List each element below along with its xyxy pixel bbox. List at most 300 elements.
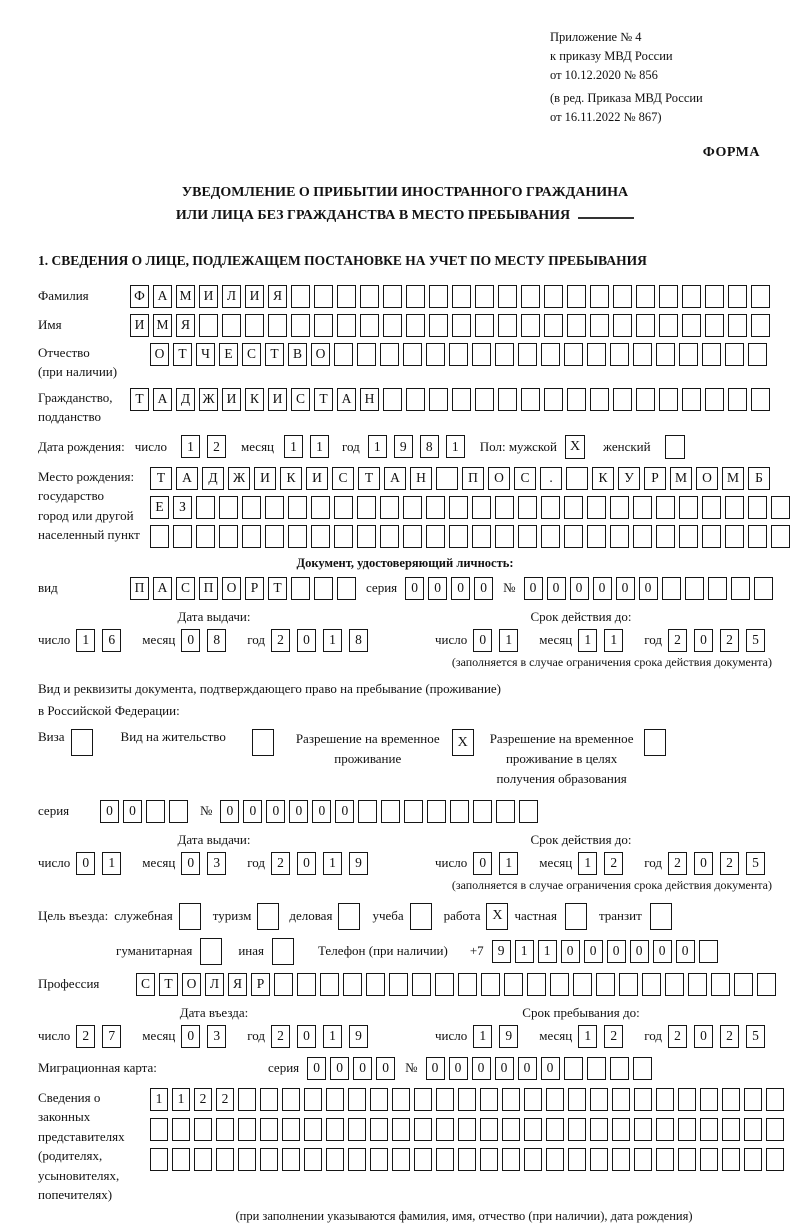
char-cell[interactable]: 9	[499, 1025, 518, 1048]
char-cell[interactable]	[436, 467, 458, 490]
char-cell[interactable]	[656, 496, 675, 519]
char-cell[interactable]: 1	[150, 1088, 168, 1111]
char-cell[interactable]	[406, 285, 425, 308]
char-cell[interactable]: С	[514, 467, 536, 490]
char-cell[interactable]	[633, 525, 652, 548]
char-cell[interactable]: С	[242, 343, 261, 366]
char-cell[interactable]	[678, 1148, 696, 1171]
char-cell[interactable]	[414, 1088, 432, 1111]
char-cell[interactable]: 2	[216, 1088, 234, 1111]
char-cell[interactable]	[392, 1118, 410, 1141]
char-cell[interactable]: 2	[271, 629, 290, 652]
char-cell[interactable]: 2	[668, 629, 687, 652]
char-cell[interactable]	[636, 285, 655, 308]
char-cell[interactable]: 0	[76, 852, 95, 875]
purpose-other-checkbox[interactable]	[272, 938, 294, 965]
char-cell[interactable]	[518, 343, 537, 366]
char-cell[interactable]	[521, 388, 540, 411]
char-cell[interactable]	[633, 1057, 652, 1080]
char-cell[interactable]	[389, 973, 408, 996]
char-cell[interactable]	[449, 525, 468, 548]
purpose-commercial-checkbox[interactable]	[338, 903, 360, 930]
char-cell[interactable]: Я	[176, 314, 195, 337]
char-cell[interactable]: 0	[181, 1025, 200, 1048]
char-cell[interactable]	[656, 343, 675, 366]
char-cell[interactable]	[610, 1057, 629, 1080]
char-cell[interactable]	[656, 1088, 674, 1111]
char-cell[interactable]	[475, 285, 494, 308]
char-cell[interactable]: 0	[297, 1025, 316, 1048]
char-cell[interactable]	[541, 525, 560, 548]
char-cell[interactable]	[546, 1148, 564, 1171]
char-cell[interactable]	[311, 525, 330, 548]
char-cell[interactable]	[634, 1118, 652, 1141]
char-cell[interactable]	[771, 525, 790, 548]
char-cell[interactable]	[725, 343, 744, 366]
char-cell[interactable]	[268, 314, 287, 337]
char-cell[interactable]	[590, 285, 609, 308]
char-cell[interactable]	[546, 1088, 564, 1111]
char-cell[interactable]	[613, 388, 632, 411]
char-cell[interactable]	[458, 1088, 476, 1111]
char-cell[interactable]	[544, 314, 563, 337]
char-cell[interactable]	[699, 940, 718, 963]
char-cell[interactable]: И	[245, 285, 264, 308]
char-cell[interactable]	[679, 525, 698, 548]
char-cell[interactable]: П	[130, 577, 149, 600]
char-cell[interactable]	[343, 973, 362, 996]
char-cell[interactable]	[659, 314, 678, 337]
char-cell[interactable]: 0	[289, 800, 308, 823]
char-cell[interactable]	[392, 1148, 410, 1171]
char-cell[interactable]	[449, 496, 468, 519]
char-cell[interactable]	[744, 1088, 762, 1111]
char-cell[interactable]	[337, 314, 356, 337]
char-cell[interactable]	[705, 314, 724, 337]
char-cell[interactable]	[320, 973, 339, 996]
char-cell[interactable]	[495, 525, 514, 548]
char-cell[interactable]	[751, 388, 770, 411]
char-cell[interactable]	[496, 800, 515, 823]
char-cell[interactable]	[502, 1118, 520, 1141]
char-cell[interactable]	[472, 343, 491, 366]
char-cell[interactable]	[700, 1088, 718, 1111]
char-cell[interactable]: 1	[310, 435, 329, 458]
char-cell[interactable]	[357, 496, 376, 519]
char-cell[interactable]	[573, 973, 592, 996]
char-cell[interactable]: Т	[150, 467, 172, 490]
char-cell[interactable]	[744, 1118, 762, 1141]
char-cell[interactable]: 2	[271, 1025, 290, 1048]
char-cell[interactable]: 0	[297, 629, 316, 652]
char-cell[interactable]	[700, 1148, 718, 1171]
char-cell[interactable]: Д	[176, 388, 195, 411]
char-cell[interactable]	[426, 525, 445, 548]
char-cell[interactable]: Ч	[196, 343, 215, 366]
char-cell[interactable]	[682, 314, 701, 337]
char-cell[interactable]: 3	[207, 1025, 226, 1048]
char-cell[interactable]: 2	[604, 1025, 623, 1048]
char-cell[interactable]: 1	[181, 435, 200, 458]
char-cell[interactable]	[613, 285, 632, 308]
char-cell[interactable]	[314, 314, 333, 337]
char-cell[interactable]	[728, 285, 747, 308]
char-cell[interactable]	[568, 1118, 586, 1141]
char-cell[interactable]: 0	[181, 852, 200, 875]
purpose-business-checkbox[interactable]	[179, 903, 201, 930]
char-cell[interactable]	[337, 285, 356, 308]
char-cell[interactable]: К	[245, 388, 264, 411]
char-cell[interactable]	[219, 525, 238, 548]
char-cell[interactable]: Т	[314, 388, 333, 411]
char-cell[interactable]: И	[130, 314, 149, 337]
char-cell[interactable]	[238, 1118, 256, 1141]
char-cell[interactable]	[656, 525, 675, 548]
char-cell[interactable]	[633, 496, 652, 519]
sex-female-checkbox[interactable]	[665, 435, 685, 459]
char-cell[interactable]	[728, 314, 747, 337]
char-cell[interactable]: О	[150, 343, 169, 366]
char-cell[interactable]: М	[670, 467, 692, 490]
char-cell[interactable]	[568, 1148, 586, 1171]
char-cell[interactable]	[682, 388, 701, 411]
char-cell[interactable]	[567, 388, 586, 411]
char-cell[interactable]	[612, 1088, 630, 1111]
char-cell[interactable]	[702, 525, 721, 548]
char-cell[interactable]	[199, 314, 218, 337]
char-cell[interactable]	[502, 1148, 520, 1171]
char-cell[interactable]	[708, 577, 727, 600]
char-cell[interactable]	[450, 800, 469, 823]
char-cell[interactable]: 0	[297, 852, 316, 875]
char-cell[interactable]: 0	[123, 800, 142, 823]
char-cell[interactable]	[544, 388, 563, 411]
char-cell[interactable]: 2	[720, 1025, 739, 1048]
char-cell[interactable]	[196, 496, 215, 519]
char-cell[interactable]: 0	[593, 577, 612, 600]
char-cell[interactable]: З	[173, 496, 192, 519]
char-cell[interactable]	[436, 1148, 454, 1171]
char-cell[interactable]	[216, 1148, 234, 1171]
visa-checkbox[interactable]	[71, 729, 93, 756]
char-cell[interactable]: 0	[653, 940, 672, 963]
char-cell[interactable]	[291, 314, 310, 337]
char-cell[interactable]: К	[280, 467, 302, 490]
char-cell[interactable]: 0	[353, 1057, 372, 1080]
char-cell[interactable]	[587, 343, 606, 366]
char-cell[interactable]: 1	[323, 1025, 342, 1048]
char-cell[interactable]	[288, 496, 307, 519]
char-cell[interactable]	[196, 525, 215, 548]
char-cell[interactable]: 1	[76, 629, 95, 652]
char-cell[interactable]: Т	[358, 467, 380, 490]
char-cell[interactable]	[150, 1118, 168, 1141]
char-cell[interactable]	[326, 1148, 344, 1171]
char-cell[interactable]	[590, 1088, 608, 1111]
char-cell[interactable]: 0	[405, 577, 424, 600]
char-cell[interactable]	[169, 800, 188, 823]
char-cell[interactable]: 1	[172, 1088, 190, 1111]
char-cell[interactable]	[348, 1088, 366, 1111]
char-cell[interactable]	[682, 285, 701, 308]
char-cell[interactable]: 1	[499, 629, 518, 652]
char-cell[interactable]: 0	[524, 577, 543, 600]
char-cell[interactable]: 0	[495, 1057, 514, 1080]
char-cell[interactable]: 8	[349, 629, 368, 652]
char-cell[interactable]	[656, 1118, 674, 1141]
char-cell[interactable]: С	[176, 577, 195, 600]
char-cell[interactable]	[685, 577, 704, 600]
char-cell[interactable]	[688, 973, 707, 996]
char-cell[interactable]	[567, 285, 586, 308]
char-cell[interactable]: С	[291, 388, 310, 411]
char-cell[interactable]	[291, 577, 310, 600]
char-cell[interactable]	[403, 343, 422, 366]
char-cell[interactable]	[702, 496, 721, 519]
char-cell[interactable]	[403, 496, 422, 519]
char-cell[interactable]	[590, 388, 609, 411]
char-cell[interactable]: 0	[330, 1057, 349, 1080]
char-cell[interactable]	[564, 343, 583, 366]
char-cell[interactable]	[722, 1088, 740, 1111]
char-cell[interactable]: 0	[472, 1057, 491, 1080]
purpose-study-checkbox[interactable]	[410, 903, 432, 930]
char-cell[interactable]	[282, 1118, 300, 1141]
char-cell[interactable]	[334, 343, 353, 366]
char-cell[interactable]	[406, 388, 425, 411]
char-cell[interactable]	[383, 314, 402, 337]
char-cell[interactable]: Т	[173, 343, 192, 366]
char-cell[interactable]	[452, 388, 471, 411]
char-cell[interactable]	[662, 577, 681, 600]
char-cell[interactable]	[636, 388, 655, 411]
char-cell[interactable]: 0	[220, 800, 239, 823]
char-cell[interactable]: Ж	[228, 467, 250, 490]
char-cell[interactable]	[619, 973, 638, 996]
char-cell[interactable]	[360, 314, 379, 337]
char-cell[interactable]	[519, 800, 538, 823]
char-cell[interactable]: 1	[499, 852, 518, 875]
char-cell[interactable]	[146, 800, 165, 823]
char-cell[interactable]	[564, 525, 583, 548]
char-cell[interactable]	[659, 388, 678, 411]
char-cell[interactable]: 0	[541, 1057, 560, 1080]
char-cell[interactable]	[612, 1118, 630, 1141]
char-cell[interactable]	[475, 388, 494, 411]
char-cell[interactable]: 2	[668, 852, 687, 875]
char-cell[interactable]: Е	[150, 496, 169, 519]
char-cell[interactable]	[705, 388, 724, 411]
char-cell[interactable]	[219, 496, 238, 519]
char-cell[interactable]	[172, 1118, 190, 1141]
char-cell[interactable]	[194, 1118, 212, 1141]
char-cell[interactable]	[678, 1118, 696, 1141]
char-cell[interactable]: 0	[547, 577, 566, 600]
char-cell[interactable]: С	[332, 467, 354, 490]
char-cell[interactable]: 0	[307, 1057, 326, 1080]
char-cell[interactable]	[665, 973, 684, 996]
char-cell[interactable]	[656, 1148, 674, 1171]
char-cell[interactable]: К	[592, 467, 614, 490]
char-cell[interactable]: Ж	[199, 388, 218, 411]
char-cell[interactable]	[722, 1118, 740, 1141]
char-cell[interactable]	[260, 1118, 278, 1141]
char-cell[interactable]	[370, 1118, 388, 1141]
char-cell[interactable]	[700, 1118, 718, 1141]
char-cell[interactable]	[481, 973, 500, 996]
char-cell[interactable]: 6	[102, 629, 121, 652]
char-cell[interactable]	[504, 973, 523, 996]
char-cell[interactable]	[751, 314, 770, 337]
char-cell[interactable]	[242, 496, 261, 519]
char-cell[interactable]	[380, 525, 399, 548]
char-cell[interactable]	[751, 285, 770, 308]
char-cell[interactable]: 1	[578, 852, 597, 875]
char-cell[interactable]: Р	[251, 973, 270, 996]
char-cell[interactable]	[406, 314, 425, 337]
char-cell[interactable]: 0	[561, 940, 580, 963]
char-cell[interactable]: Т	[159, 973, 178, 996]
char-cell[interactable]	[383, 285, 402, 308]
purpose-humanitarian-checkbox[interactable]	[200, 938, 222, 965]
char-cell[interactable]: Р	[245, 577, 264, 600]
char-cell[interactable]	[366, 973, 385, 996]
char-cell[interactable]	[473, 800, 492, 823]
char-cell[interactable]	[173, 525, 192, 548]
char-cell[interactable]: 0	[428, 577, 447, 600]
char-cell[interactable]	[722, 1148, 740, 1171]
char-cell[interactable]	[412, 973, 431, 996]
char-cell[interactable]	[475, 314, 494, 337]
char-cell[interactable]: 0	[312, 800, 331, 823]
char-cell[interactable]: 0	[243, 800, 262, 823]
char-cell[interactable]: И	[268, 388, 287, 411]
char-cell[interactable]	[564, 1057, 583, 1080]
char-cell[interactable]: Н	[360, 388, 379, 411]
char-cell[interactable]: 7	[102, 1025, 121, 1048]
char-cell[interactable]	[636, 314, 655, 337]
char-cell[interactable]	[370, 1148, 388, 1171]
char-cell[interactable]	[521, 314, 540, 337]
char-cell[interactable]: Л	[222, 285, 241, 308]
char-cell[interactable]	[222, 314, 241, 337]
char-cell[interactable]	[282, 1148, 300, 1171]
char-cell[interactable]	[567, 314, 586, 337]
temp-permit-checkbox[interactable]: X	[452, 729, 474, 756]
char-cell[interactable]: Я	[268, 285, 287, 308]
char-cell[interactable]	[610, 496, 629, 519]
char-cell[interactable]	[238, 1148, 256, 1171]
char-cell[interactable]	[498, 285, 517, 308]
char-cell[interactable]	[245, 314, 264, 337]
char-cell[interactable]: 0	[449, 1057, 468, 1080]
char-cell[interactable]: А	[384, 467, 406, 490]
char-cell[interactable]	[265, 496, 284, 519]
char-cell[interactable]	[731, 577, 750, 600]
purpose-work-checkbox[interactable]: X	[486, 903, 508, 930]
char-cell[interactable]	[566, 467, 588, 490]
char-cell[interactable]	[472, 525, 491, 548]
char-cell[interactable]: 9	[492, 940, 511, 963]
char-cell[interactable]	[590, 1148, 608, 1171]
char-cell[interactable]: И	[199, 285, 218, 308]
char-cell[interactable]: 1	[368, 435, 387, 458]
char-cell[interactable]	[172, 1148, 190, 1171]
char-cell[interactable]	[288, 525, 307, 548]
char-cell[interactable]	[265, 525, 284, 548]
char-cell[interactable]	[550, 973, 569, 996]
char-cell[interactable]	[613, 314, 632, 337]
char-cell[interactable]: 9	[349, 1025, 368, 1048]
char-cell[interactable]: Н	[410, 467, 432, 490]
char-cell[interactable]	[596, 973, 615, 996]
char-cell[interactable]	[725, 525, 744, 548]
char-cell[interactable]	[260, 1148, 278, 1171]
char-cell[interactable]: 9	[394, 435, 413, 458]
char-cell[interactable]	[771, 496, 790, 519]
char-cell[interactable]	[426, 496, 445, 519]
char-cell[interactable]: 0	[474, 577, 493, 600]
char-cell[interactable]	[452, 314, 471, 337]
char-cell[interactable]	[358, 800, 377, 823]
char-cell[interactable]	[311, 496, 330, 519]
char-cell[interactable]	[734, 973, 753, 996]
char-cell[interactable]: 0	[584, 940, 603, 963]
char-cell[interactable]: А	[153, 388, 172, 411]
char-cell[interactable]	[610, 525, 629, 548]
char-cell[interactable]	[403, 525, 422, 548]
char-cell[interactable]	[495, 496, 514, 519]
char-cell[interactable]	[633, 343, 652, 366]
char-cell[interactable]	[634, 1148, 652, 1171]
char-cell[interactable]	[260, 1088, 278, 1111]
char-cell[interactable]: Б	[748, 467, 770, 490]
char-cell[interactable]	[314, 577, 333, 600]
char-cell[interactable]: Т	[268, 577, 287, 600]
char-cell[interactable]: 0	[694, 852, 713, 875]
char-cell[interactable]: О	[488, 467, 510, 490]
char-cell[interactable]	[436, 1118, 454, 1141]
char-cell[interactable]	[458, 973, 477, 996]
char-cell[interactable]	[711, 973, 730, 996]
char-cell[interactable]	[748, 343, 767, 366]
char-cell[interactable]: М	[722, 467, 744, 490]
char-cell[interactable]	[429, 314, 448, 337]
char-cell[interactable]	[458, 1118, 476, 1141]
char-cell[interactable]: И	[222, 388, 241, 411]
char-cell[interactable]: 0	[694, 1025, 713, 1048]
char-cell[interactable]	[498, 388, 517, 411]
char-cell[interactable]: С	[136, 973, 155, 996]
char-cell[interactable]	[472, 496, 491, 519]
char-cell[interactable]: О	[696, 467, 718, 490]
char-cell[interactable]	[337, 577, 356, 600]
char-cell[interactable]	[326, 1088, 344, 1111]
char-cell[interactable]: О	[182, 973, 201, 996]
edu-permit-checkbox[interactable]	[644, 729, 666, 756]
char-cell[interactable]: 2	[194, 1088, 212, 1111]
char-cell[interactable]: 2	[668, 1025, 687, 1048]
char-cell[interactable]: А	[153, 577, 172, 600]
char-cell[interactable]: В	[288, 343, 307, 366]
char-cell[interactable]: 2	[604, 852, 623, 875]
char-cell[interactable]: Л	[205, 973, 224, 996]
char-cell[interactable]	[304, 1148, 322, 1171]
char-cell[interactable]	[524, 1148, 542, 1171]
char-cell[interactable]	[216, 1118, 234, 1141]
char-cell[interactable]: 1	[538, 940, 557, 963]
char-cell[interactable]: 0	[426, 1057, 445, 1080]
